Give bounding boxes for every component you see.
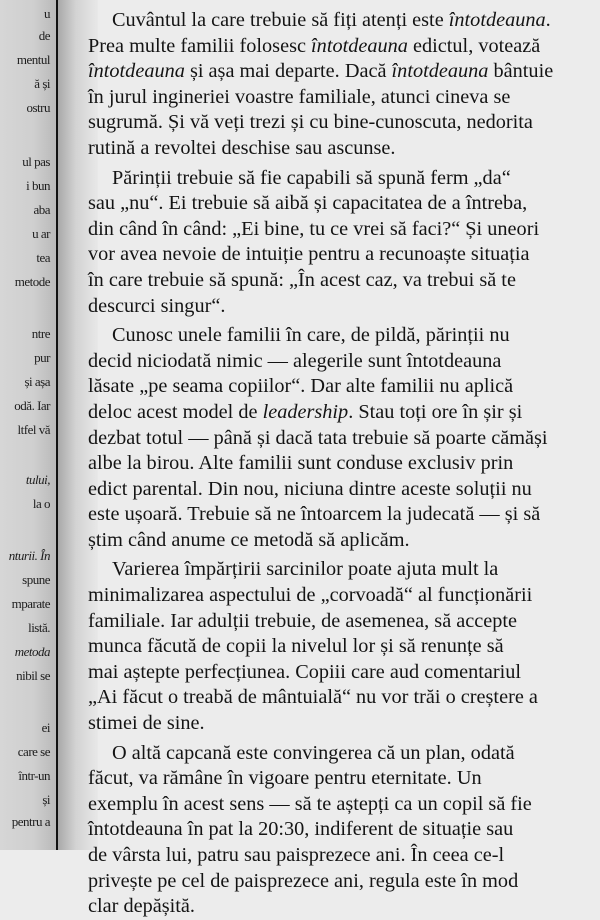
text-run: din când în când: „Ei bine, tu ce vrei să faci?“ Și uneori: [88, 217, 540, 240]
text-run: exemplu în acest sens — să te aștepți ca un copil să fie: [88, 792, 532, 815]
text-line: [88, 268, 578, 294]
left-page-fragment: listă.: [28, 620, 50, 635]
text-run: în jurul ingineriei voastre familiale, atunci cineva se: [88, 85, 511, 108]
text-line: [88, 217, 578, 243]
left-page-fragment: pur: [34, 350, 50, 365]
previous-page-edge: [0, 0, 56, 850]
text-line: [88, 660, 578, 686]
text-run: și așa mai departe. Dacă: [184, 60, 392, 83]
text-run: dezbat totul — până și dacă tata trebuie să poarte cămăși: [88, 426, 548, 449]
text-run: Cuvântul la care trebuie să fiți atenți este: [112, 9, 449, 31]
text-run: Varierea împărțirii sarcinilor poate ajuta mult la: [112, 558, 499, 581]
text-run: stimei de sine.: [88, 712, 205, 735]
text-run: vor avea nevoie de intuiție pentru a recunoaște situația: [88, 243, 530, 266]
text-line: [88, 583, 578, 609]
left-page-fragment: ei: [41, 720, 50, 735]
left-page-fragment: nibil se: [16, 668, 50, 683]
text-line: [88, 349, 578, 375]
text-run: edictul, votează: [407, 34, 541, 57]
text-line: [88, 817, 578, 843]
page-body-text: [88, 8, 578, 920]
text-line: [88, 400, 578, 426]
text-run: edict parental. Din nou, niciuna dintre aceste soluții nu: [88, 477, 532, 500]
left-page-fragment: i bun: [26, 178, 50, 193]
text-line: [88, 685, 578, 711]
text-run: clar depășită.: [88, 895, 195, 918]
text-line: [88, 136, 578, 162]
text-line: [88, 869, 578, 895]
paragraph: [88, 557, 578, 736]
text-run: Părinții trebuie să fie capabili să spună ferm „da“: [112, 166, 511, 189]
text-line: [88, 34, 578, 60]
italic-text: întotdeauna: [311, 34, 408, 57]
text-run: Cunosc unele familii în care, de pildă, părinții nu: [112, 324, 510, 347]
text-run: decid niciodată nimic — alegerile sunt întotdeauna: [88, 349, 502, 372]
text-line: [88, 426, 578, 452]
text-line: [88, 528, 578, 554]
text-line: [88, 634, 578, 660]
paragraph: [88, 8, 578, 162]
italic-text: întotdeauna: [391, 60, 489, 83]
book-page: [58, 0, 600, 918]
text-run: „Ai făcut o treabă de mântuială“ nu vor trăi o creștere a: [88, 686, 538, 709]
left-page-fragment: într-un: [18, 768, 50, 783]
text-run: întotdeauna în pat la 20:30, indiferent de situație sau: [88, 818, 514, 841]
left-page-fragment: și așa: [24, 374, 50, 389]
left-page-fragment: ntre: [31, 326, 50, 341]
left-page-fragment: metoda: [14, 644, 50, 659]
left-page-fragment: și: [42, 792, 50, 807]
text-line: [88, 8, 578, 34]
text-run: munca făcută de copii la nivelul lor și să renunțe să: [88, 635, 504, 658]
text-run: rutină a revoltei deschise sau ascunse.: [88, 136, 396, 159]
text-line: [88, 85, 578, 111]
text-run: .: [545, 9, 551, 31]
text-run: deloc acest model de: [88, 400, 263, 423]
left-page-fragment: ostru: [26, 100, 50, 115]
left-page-fragment: odă. Iar: [14, 398, 50, 413]
text-line: [88, 711, 578, 737]
text-line: [88, 477, 578, 503]
text-run: lăsate „pe seama copiilor“. Dar alte familii nu aplică: [88, 375, 514, 398]
left-page-fragment: ul pas: [22, 154, 50, 169]
text-run: în care trebuie să spună: „În acest caz, va trebui să te: [88, 268, 516, 291]
text-line: [88, 374, 578, 400]
text-run: știm când anume ce metodă să aplicăm.: [88, 528, 410, 551]
italic-text: leadership: [262, 400, 349, 423]
text-run: sau „nu“. Ei trebuie să aibă și capacitatea de a întreba,: [88, 192, 528, 215]
text-line: [88, 557, 578, 583]
text-run: mai aștepte perfecțiunea. Copiii care aud comentariul: [88, 660, 522, 683]
text-line: [88, 323, 578, 349]
text-line: [88, 609, 578, 635]
left-page-fragment: aba: [33, 202, 50, 217]
text-run: familiale. Iar adulții trebuie, de asemenea, să accepte: [88, 609, 518, 632]
left-page-fragment: mparate: [11, 596, 50, 611]
left-page-fragment: metode: [14, 274, 50, 289]
text-line: [88, 766, 578, 792]
paragraph: [88, 323, 578, 553]
left-page-fragment: mentul: [16, 52, 50, 67]
text-run: făcut, va rămâne în vigoare pentru eternitate. Un: [88, 767, 482, 790]
text-run: privește pe cel de paisprezece ani, regula este în mod: [88, 869, 519, 892]
text-line: [88, 741, 578, 767]
text-line: [88, 894, 578, 920]
text-line: [88, 59, 578, 85]
text-run: descurci singur“.: [88, 294, 226, 317]
text-run: Prea multe familii folosesc: [88, 34, 312, 57]
paragraph: [88, 741, 578, 920]
text-line: [88, 110, 578, 136]
text-line: [88, 451, 578, 477]
left-page-fragment: u ar: [32, 226, 50, 241]
text-run: sugrumă. Și vă veți trezi și cu bine-cunoscuta, nedorita: [88, 111, 533, 134]
left-page-fragment: spune: [22, 572, 50, 587]
left-page-fragment: de: [38, 28, 50, 43]
text-line: [88, 792, 578, 818]
left-page-fragment: care se: [17, 744, 50, 759]
left-page-fragment: pentru a: [11, 814, 50, 829]
text-line: [88, 294, 578, 320]
text-run: O altă capcană este convingerea că un plan, odată: [112, 741, 515, 764]
paragraph: [88, 166, 578, 320]
text-run: este ușoară. Trebuie să ne întoarcem la judecată — și să: [88, 503, 541, 526]
text-run: albe la birou. Alte familii sunt conduse exclusiv prin: [88, 452, 514, 475]
text-run: minimalizarea aspectului de „corvoadă“ al funcționării: [88, 584, 533, 607]
text-line: [88, 843, 578, 869]
text-line: [88, 191, 578, 217]
left-page-fragment: tea: [36, 250, 50, 265]
italic-text: întotdeauna: [88, 60, 185, 83]
text-line: [88, 502, 578, 528]
left-page-fragment: ă și: [34, 76, 50, 91]
text-run: . Stau toți ore în șir și: [348, 400, 523, 423]
text-run: bântuie: [488, 60, 554, 83]
italic-text: întotdeauna: [448, 9, 546, 31]
text-line: [88, 166, 578, 192]
left-page-fragment: tului,: [25, 472, 50, 487]
left-page-fragment: ltfel vă: [17, 422, 50, 437]
left-page-fragment: nturii. În: [8, 548, 50, 563]
text-run: de vârsta lui, patru sau paisprezece ani. În ceea ce-l: [88, 844, 505, 866]
left-page-fragment: la o: [32, 496, 50, 511]
text-line: [88, 242, 578, 268]
left-page-fragment: u: [44, 6, 50, 21]
